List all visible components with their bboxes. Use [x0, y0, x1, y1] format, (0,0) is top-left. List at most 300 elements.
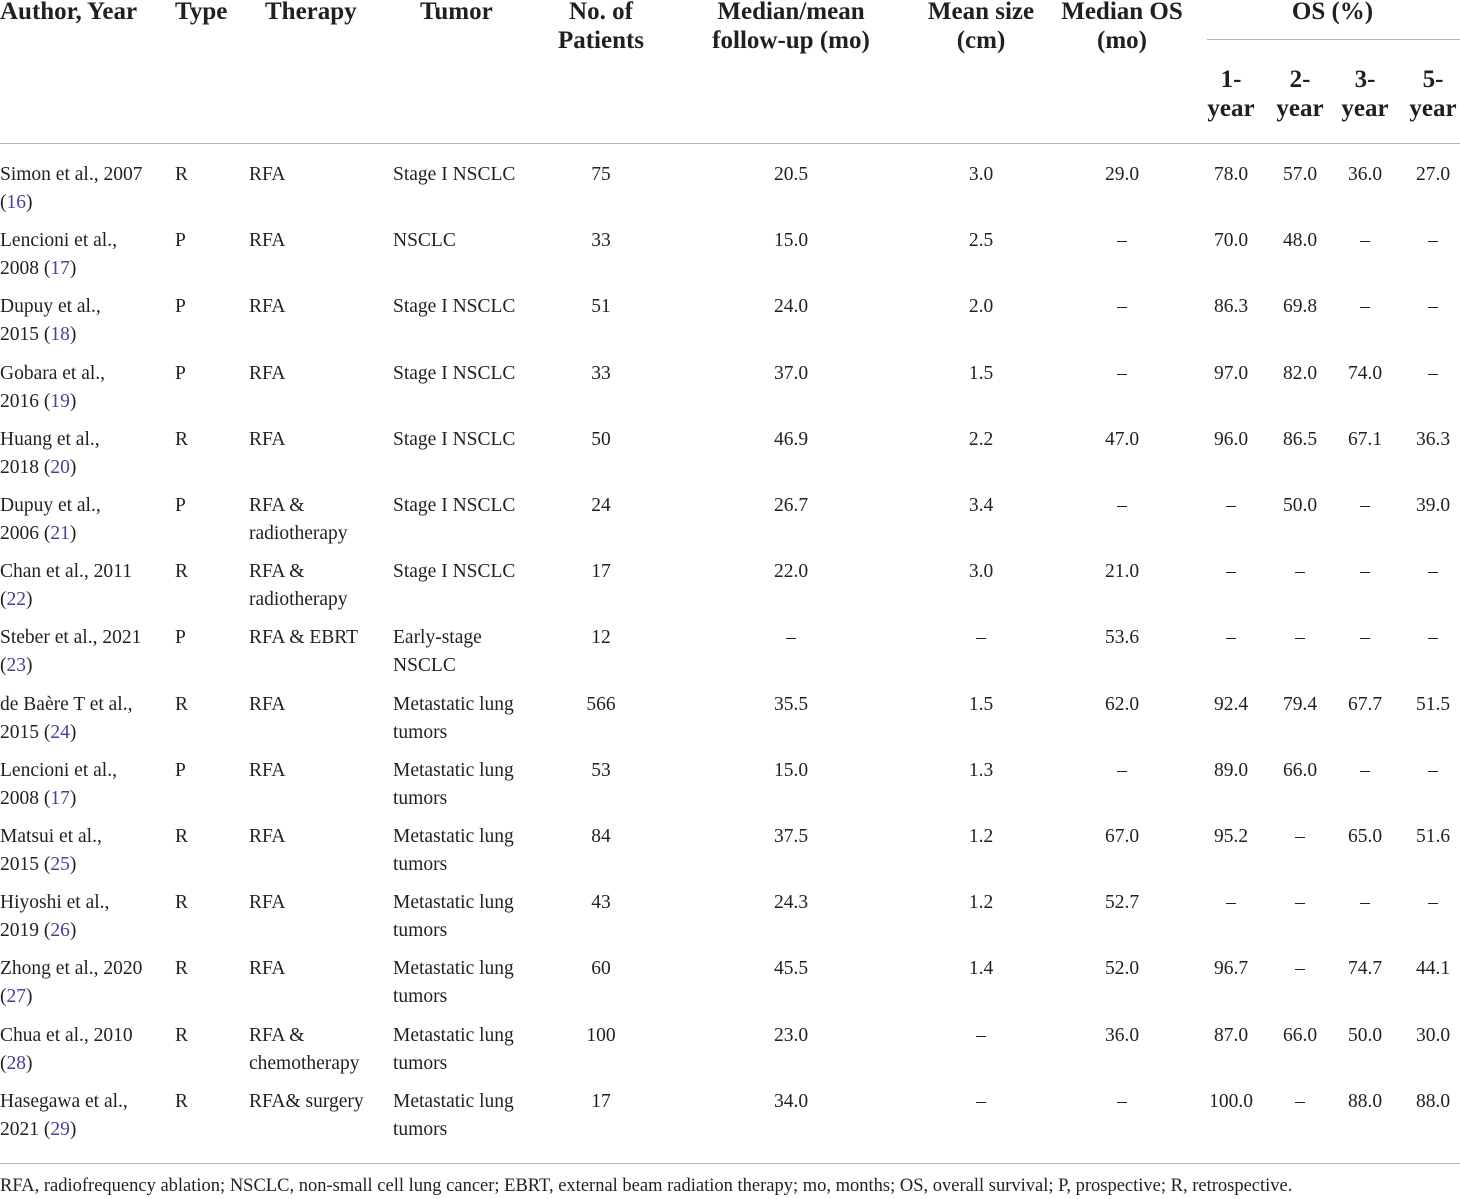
os-year-2-cell: 79.4	[1282, 694, 1318, 715]
therapy-line: RFA	[249, 760, 286, 781]
os-year-3-cell: –	[1360, 892, 1370, 913]
author-line: Gobara et al.,	[0, 363, 106, 384]
os-year-1-cell: 96.0	[1213, 429, 1249, 450]
type-cell: R	[175, 164, 189, 185]
therapy-line: RFA &	[249, 561, 305, 582]
os-year-2-cell: –	[1295, 826, 1305, 847]
os-year-1-cell: 70.0	[1213, 230, 1249, 251]
os-year-5-cell: –	[1428, 892, 1438, 913]
os-year-2-cell: 82.0	[1282, 363, 1318, 384]
reference-link[interactable]: 23	[6, 655, 26, 676]
os-year-1-cell: 89.0	[1213, 760, 1249, 781]
patients-cell: 17	[591, 561, 611, 582]
type-cell: P	[175, 296, 186, 317]
followup-cell: 35.5	[773, 694, 809, 715]
type-cell: P	[175, 760, 186, 781]
os-year-3-cell: –	[1360, 561, 1370, 582]
reference-link[interactable]: 17	[50, 788, 70, 809]
tumor-line: tumors	[393, 986, 448, 1007]
median-os-cell: 67.0	[1104, 826, 1140, 847]
tumor-cell	[393, 360, 515, 388]
type-cell: P	[175, 627, 186, 648]
median-os-cell: –	[1117, 230, 1127, 251]
header-os-year-line: 2-	[1289, 66, 1311, 93]
author-citation-line	[0, 917, 109, 945]
tumor-cell	[393, 558, 515, 586]
tumor-line: NSCLC	[393, 230, 456, 251]
author-cell	[0, 1088, 128, 1144]
therapy-cell	[249, 889, 286, 917]
therapy-line: RFA	[249, 230, 286, 251]
size-cell: 1.2	[968, 826, 994, 847]
size-cell: 1.3	[968, 760, 994, 781]
median-os-cell: –	[1117, 363, 1127, 384]
reference-link[interactable]: 16	[6, 192, 26, 213]
size-cell: 1.5	[968, 363, 994, 384]
os-year-1-cell: –	[1226, 627, 1236, 648]
os-year-2-cell: –	[1295, 1091, 1305, 1112]
citation-close-paren: )	[26, 655, 33, 676]
author-line: Hiyoshi et al.,	[0, 892, 110, 913]
size-cell: 2.5	[968, 230, 994, 251]
author-line: Huang et al.,	[0, 429, 100, 450]
citation-close-paren: )	[69, 523, 77, 544]
tumor-cell	[393, 955, 514, 1011]
tumor-line: Metastatic lung	[393, 1025, 514, 1046]
tumor-cell	[393, 691, 514, 747]
author-citation-line	[0, 520, 101, 548]
tumor-line: tumors	[393, 854, 448, 875]
tumor-line: Stage I NSCLC	[393, 429, 516, 450]
os-year-5-cell: –	[1428, 561, 1438, 582]
os-year-3-cell: –	[1360, 495, 1370, 516]
followup-cell: –	[786, 627, 796, 648]
tumor-line: Metastatic lung	[393, 958, 514, 979]
therapy-cell	[249, 293, 286, 321]
author-year-text: 2018 (	[0, 457, 51, 478]
citation-close-paren: )	[69, 722, 77, 743]
author-citation-line	[0, 983, 142, 1011]
therapy-line: RFA	[249, 296, 286, 317]
os-group-rule	[1207, 39, 1460, 40]
type-cell: R	[175, 1091, 189, 1112]
os-year-3-cell: 74.0	[1347, 363, 1383, 384]
citation-close-paren: )	[69, 788, 77, 809]
os-year-3-cell: 50.0	[1347, 1025, 1383, 1046]
header-patients	[531, 0, 671, 55]
tumor-cell	[393, 293, 515, 321]
median-os-cell: 52.0	[1104, 958, 1140, 979]
header-size-line1: Mean size	[927, 0, 1035, 25]
author-year-text: 2019 (	[0, 920, 51, 941]
therapy-cell	[249, 227, 286, 255]
therapy-cell	[249, 757, 286, 785]
type-cell: P	[175, 495, 186, 516]
author-line: Simon et al., 2007	[0, 164, 143, 185]
reference-link[interactable]: 29	[50, 1119, 70, 1140]
tumor-line: Stage I NSCLC	[393, 363, 516, 384]
type-cell: P	[175, 230, 186, 251]
therapy-line: chemotherapy	[249, 1053, 360, 1074]
header-os-year-line: year	[1409, 95, 1457, 122]
tumor-line: Metastatic lung	[393, 760, 514, 781]
header-patients-line1: No. of	[569, 0, 633, 25]
type-cell: P	[175, 363, 186, 384]
author-citation-line	[0, 454, 100, 482]
author-cell	[0, 360, 105, 416]
bottom-rule	[0, 1163, 1460, 1164]
citation-close-paren: )	[69, 1119, 77, 1140]
size-cell: –	[976, 1025, 986, 1046]
therapy-line: RFA	[249, 164, 286, 185]
tumor-line: Early-stage	[393, 627, 482, 648]
header-followup-line1: Median/mean	[717, 0, 865, 25]
os-year-3-cell: 67.7	[1347, 694, 1383, 715]
type-cell: R	[175, 561, 189, 582]
header-tumor: Tumor	[420, 0, 493, 25]
header-rule	[0, 143, 1460, 144]
author-line: Dupuy et al.,	[0, 296, 101, 317]
author-citation-line	[0, 1050, 133, 1078]
os-year-1-cell: 95.2	[1213, 826, 1249, 847]
patients-cell: 33	[591, 363, 611, 384]
median-os-cell: –	[1117, 495, 1127, 516]
tumor-cell	[393, 624, 482, 680]
author-line: Chua et al., 2010	[0, 1025, 133, 1046]
os-year-5-cell: 30.0	[1415, 1025, 1451, 1046]
type-cell: R	[175, 892, 189, 913]
os-year-5-cell: 44.1	[1415, 958, 1451, 979]
os-year-5-cell: 36.3	[1415, 429, 1451, 450]
header-author: Author, Year	[0, 0, 138, 25]
patients-cell: 60	[591, 958, 611, 979]
size-cell: 1.5	[968, 694, 994, 715]
header-os-year-line: year	[1207, 95, 1255, 122]
author-year-text: 2008 (	[0, 258, 51, 279]
os-year-2-cell: 50.0	[1282, 495, 1318, 516]
header-median-os-line1: Median OS	[1061, 0, 1183, 25]
therapy-cell	[249, 1022, 359, 1078]
median-os-cell: –	[1117, 760, 1127, 781]
author-year-text: 2021 (	[0, 1119, 51, 1140]
tumor-line: Metastatic lung	[393, 826, 514, 847]
author-cell	[0, 227, 117, 283]
patients-cell: 566	[586, 694, 616, 715]
os-year-5-cell: –	[1428, 627, 1438, 648]
median-os-cell: 21.0	[1104, 561, 1140, 582]
followup-cell: 15.0	[773, 760, 809, 781]
size-cell: 2.2	[968, 429, 994, 450]
author-year-text: (	[0, 589, 7, 610]
tumor-line: tumors	[393, 920, 448, 941]
os-year-2-cell: –	[1295, 892, 1305, 913]
tumor-cell	[393, 1088, 514, 1144]
os-year-5-cell: –	[1428, 363, 1438, 384]
header-type: Type	[175, 0, 228, 25]
citation-close-paren: )	[69, 258, 77, 279]
tumor-line: Stage I NSCLC	[393, 561, 516, 582]
therapy-cell	[249, 492, 348, 548]
reference-link[interactable]: 28	[6, 1053, 26, 1074]
author-cell	[0, 955, 142, 1011]
type-cell: R	[175, 694, 189, 715]
author-year-text: 2015 (	[0, 324, 51, 345]
patients-cell: 84	[591, 826, 611, 847]
tumor-cell	[393, 1022, 514, 1078]
therapy-line: radiotherapy	[249, 523, 348, 544]
tumor-line: Stage I NSCLC	[393, 495, 516, 516]
os-year-5-cell: –	[1428, 230, 1438, 251]
author-line: Steber et al., 2021	[0, 627, 142, 648]
author-line: Chan et al., 2011	[0, 561, 132, 582]
author-year-text: (	[0, 192, 7, 213]
type-cell: R	[175, 429, 189, 450]
os-year-1-cell: –	[1226, 561, 1236, 582]
size-cell: 3.0	[968, 164, 994, 185]
os-year-1-cell: 78.0	[1213, 164, 1249, 185]
reference-link[interactable]: 26	[50, 920, 70, 941]
author-cell	[0, 558, 132, 614]
size-cell: –	[976, 627, 986, 648]
os-year-1-cell: –	[1226, 495, 1236, 516]
os-year-3-cell: 88.0	[1347, 1091, 1383, 1112]
header-followup-line2: follow-up (mo)	[712, 27, 870, 54]
patients-cell: 75	[591, 164, 611, 185]
size-cell: 2.0	[968, 296, 994, 317]
size-cell: –	[976, 1091, 986, 1112]
header-followup	[681, 0, 901, 55]
reference-link[interactable]: 25	[50, 854, 70, 875]
os-year-1-cell: 100.0	[1209, 1091, 1253, 1112]
therapy-line: RFA	[249, 429, 286, 450]
citation-close-paren: )	[69, 391, 77, 412]
reference-link[interactable]: 20	[50, 457, 70, 478]
tumor-cell	[393, 823, 514, 879]
median-os-cell: 36.0	[1104, 1025, 1140, 1046]
header-median-os	[1052, 0, 1192, 55]
patients-cell: 17	[591, 1091, 611, 1112]
author-line: Lencioni et al.,	[0, 760, 117, 781]
patients-cell: 100	[586, 1025, 616, 1046]
author-cell	[0, 1022, 133, 1078]
os-year-1-cell: 92.4	[1213, 694, 1249, 715]
os-year-3-cell: 74.7	[1347, 958, 1383, 979]
tumor-line: tumors	[393, 1053, 448, 1074]
author-year-text: 2016 (	[0, 391, 51, 412]
header-patients-line2: Patients	[557, 27, 645, 54]
os-year-1-cell: 96.7	[1213, 958, 1249, 979]
os-year-2-cell: 66.0	[1282, 760, 1318, 781]
reference-link[interactable]: 18	[50, 324, 70, 345]
header-os-year-line: 1-	[1220, 66, 1242, 93]
therapy-cell	[249, 161, 286, 189]
patients-cell: 53	[591, 760, 611, 781]
therapy-line: RFA & EBRT	[249, 627, 358, 648]
tumor-cell	[393, 227, 456, 255]
author-citation-line	[0, 1116, 128, 1144]
therapy-cell	[249, 426, 286, 454]
therapy-line: RFA &	[249, 1025, 305, 1046]
followup-cell: 26.7	[773, 495, 809, 516]
author-year-text: 2015 (	[0, 722, 51, 743]
os-year-2-cell: –	[1295, 561, 1305, 582]
citation-close-paren: )	[69, 920, 77, 941]
author-year-text: 2015 (	[0, 854, 51, 875]
header-os-year-3	[1330, 65, 1400, 123]
os-year-1-cell: 86.3	[1213, 296, 1249, 317]
median-os-cell: –	[1117, 1091, 1127, 1112]
os-year-5-cell: 39.0	[1415, 495, 1451, 516]
author-citation-line	[0, 388, 105, 416]
author-year-text: (	[0, 986, 7, 1007]
header-os-year-line: 3-	[1354, 66, 1376, 93]
patients-cell: 12	[591, 627, 611, 648]
citation-close-paren: )	[26, 1053, 33, 1074]
therapy-line: RFA& surgery	[249, 1091, 364, 1112]
os-year-2-cell: –	[1295, 958, 1305, 979]
size-cell: 1.2	[968, 892, 994, 913]
os-year-2-cell: 66.0	[1282, 1025, 1318, 1046]
header-os-year-line: year	[1276, 95, 1324, 122]
os-year-2-cell: 57.0	[1282, 164, 1318, 185]
author-line: Lencioni et al.,	[0, 230, 117, 251]
tumor-line: Stage I NSCLC	[393, 164, 516, 185]
header-size-line2: (cm)	[956, 27, 1006, 54]
os-year-5-cell: 51.5	[1415, 694, 1451, 715]
therapy-line: RFA	[249, 363, 286, 384]
therapy-line: RFA &	[249, 495, 305, 516]
header-therapy: Therapy	[265, 0, 357, 25]
os-year-1-cell: 97.0	[1213, 363, 1249, 384]
size-cell: 3.0	[968, 561, 994, 582]
author-citation-line	[0, 785, 117, 813]
author-year-text: (	[0, 655, 7, 676]
type-cell: R	[175, 958, 189, 979]
table-footnote: RFA, radiofrequency ablation; NSCLC, non-small cell lung cancer; EBRT, external beam radiation therapy; mo, months; OS, overall survival; P, prospective; R, retrospective.	[0, 1176, 1293, 1196]
citation-close-paren: )	[26, 192, 33, 213]
tumor-line: tumors	[393, 1119, 448, 1140]
os-year-5-cell: –	[1428, 760, 1438, 781]
therapy-cell	[249, 691, 286, 719]
author-year-text: (	[0, 1053, 7, 1074]
author-cell	[0, 624, 141, 680]
therapy-cell	[249, 624, 358, 652]
header-os-group: OS (%)	[1291, 0, 1374, 25]
os-year-3-cell: 36.0	[1347, 164, 1383, 185]
tumor-line: Stage I NSCLC	[393, 296, 516, 317]
author-line: Hasegawa et al.,	[0, 1091, 128, 1112]
patients-cell: 43	[591, 892, 611, 913]
followup-cell: 24.3	[773, 892, 809, 913]
os-year-3-cell: –	[1360, 296, 1370, 317]
therapy-cell	[249, 823, 286, 851]
tumor-cell	[393, 889, 514, 945]
author-cell	[0, 293, 101, 349]
author-cell	[0, 426, 100, 482]
author-citation-line	[0, 851, 102, 879]
os-year-5-cell: –	[1428, 296, 1438, 317]
os-year-3-cell: –	[1360, 627, 1370, 648]
therapy-cell	[249, 360, 286, 388]
author-citation-line	[0, 652, 141, 680]
author-citation-line	[0, 586, 132, 614]
therapy-line: RFA	[249, 892, 286, 913]
author-line: de Baère T et al.,	[0, 694, 133, 715]
tumor-line: Metastatic lung	[393, 694, 514, 715]
os-year-3-cell: 67.1	[1347, 429, 1383, 450]
os-year-3-cell: 65.0	[1347, 826, 1383, 847]
author-cell	[0, 691, 132, 747]
size-cell: 1.4	[968, 958, 994, 979]
author-citation-line	[0, 255, 117, 283]
os-year-2-cell: 86.5	[1282, 429, 1318, 450]
followup-cell: 20.5	[773, 164, 809, 185]
type-cell: R	[175, 1025, 189, 1046]
tumor-line: NSCLC	[393, 655, 456, 676]
author-cell	[0, 823, 102, 879]
therapy-line: RFA	[249, 826, 286, 847]
followup-cell: 23.0	[773, 1025, 809, 1046]
reference-link[interactable]: 21	[50, 523, 70, 544]
therapy-line: radiotherapy	[249, 589, 348, 610]
header-os-year-line: 5-	[1422, 66, 1444, 93]
author-year-text: 2006 (	[0, 523, 51, 544]
followup-cell: 37.0	[773, 363, 809, 384]
author-citation-line	[0, 321, 101, 349]
tumor-line: tumors	[393, 788, 448, 809]
followup-cell: 15.0	[773, 230, 809, 251]
patients-cell: 51	[591, 296, 611, 317]
reference-link[interactable]: 19	[50, 391, 70, 412]
os-year-5-cell: 88.0	[1415, 1091, 1451, 1112]
author-line: Zhong et al., 2020	[0, 958, 143, 979]
reference-link[interactable]: 27	[6, 986, 26, 1007]
header-size	[911, 0, 1051, 55]
reference-link[interactable]: 17	[50, 258, 70, 279]
author-line: Dupuy et al.,	[0, 495, 101, 516]
followup-cell: 37.5	[773, 826, 809, 847]
reference-link[interactable]: 22	[6, 589, 26, 610]
therapy-cell	[249, 1088, 364, 1116]
size-cell: 3.4	[968, 495, 994, 516]
os-year-2-cell: –	[1295, 627, 1305, 648]
header-os-year-2	[1265, 65, 1335, 123]
therapy-line: RFA	[249, 958, 286, 979]
followup-cell: 34.0	[773, 1091, 809, 1112]
os-year-1-cell: 87.0	[1213, 1025, 1249, 1046]
tumor-line: tumors	[393, 722, 448, 743]
os-year-5-cell: 27.0	[1415, 164, 1451, 185]
header-os-year-4	[1398, 65, 1460, 123]
citation-close-paren: )	[26, 986, 33, 1007]
header-median-os-line2: (mo)	[1097, 27, 1147, 54]
os-year-3-cell: –	[1360, 760, 1370, 781]
author-citation-line	[0, 719, 132, 747]
followup-cell: 24.0	[773, 296, 809, 317]
author-year-text: 2008 (	[0, 788, 51, 809]
median-os-cell: 62.0	[1104, 694, 1140, 715]
header-os-year-1	[1196, 65, 1266, 123]
patients-cell: 33	[591, 230, 611, 251]
tumor-line: Metastatic lung	[393, 892, 514, 913]
median-os-cell: 29.0	[1104, 164, 1140, 185]
therapy-cell	[249, 955, 286, 983]
tumor-cell	[393, 492, 515, 520]
os-year-3-cell: –	[1360, 230, 1370, 251]
tumor-cell	[393, 757, 514, 813]
author-cell	[0, 161, 142, 217]
reference-link[interactable]: 24	[50, 722, 70, 743]
